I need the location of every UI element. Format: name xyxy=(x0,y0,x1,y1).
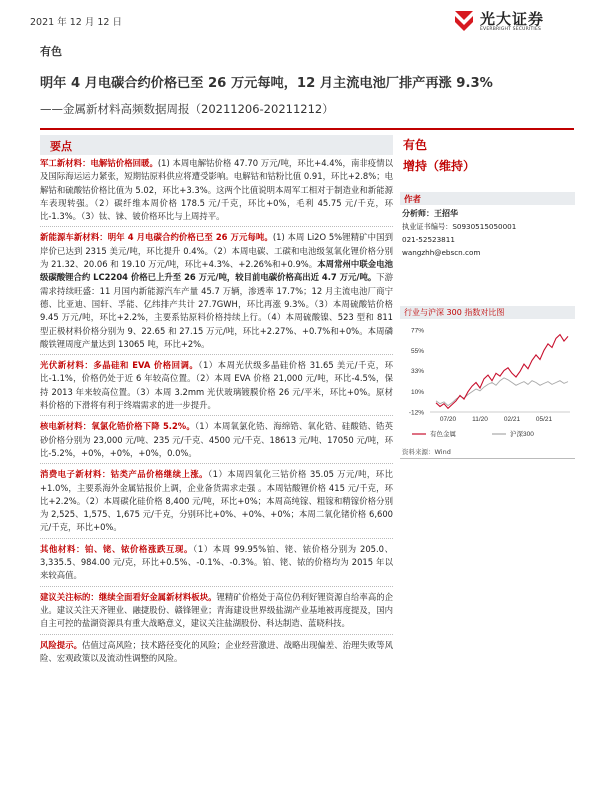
key-point-text: 下游需求持续旺盛：11 月国内新能源汽车产量 45.7 万辆，渗透率 17.7%；12 月主流电池厂商宁德、比亚迪、国轩、孚能、亿纬排产共计 27.7GWH，环比再涨 9.3%。（3）本周硫酸钴价格 9.45 万元/吨，环比+2.2%，主要系钴原料价格持续上行。（4）本周硫酸镍、523 型和 811 型正极材料价格分别为 9、22.65 和 27.15 万元/吨，环比+2.27%、+0.7%和+0%。本周磷酸铁锂周度产量达到 13065 吨，环比+2%。 xyxy=(40,272,393,349)
series-line-nonferrous xyxy=(436,335,568,409)
key-points-header xyxy=(40,135,393,155)
x-tick-label: 11/20 xyxy=(472,416,488,423)
key-point-text: (1) 本周 Li2O 5%锂精矿中国到岸价已达到 2315 美元/吨，环比提升 0.4%。（2）本周电碳、工碳和电池级氢氧化锂价格分别为 21.32、20.06 和 19.10 万元/吨，环比+4.3%、+2.26%和+0.9%。 xyxy=(40,232,393,270)
key-point-text: 估值过高风险；技术路径变化的风险；企业经营激进、战略出现偏差、治理失败等风险、宏观政策以及流动性调整的风险。 xyxy=(40,639,394,663)
y-tick-label: 33% xyxy=(410,368,424,376)
key-point-paragraph xyxy=(40,420,393,460)
sidebar-divider xyxy=(400,458,575,459)
logo-icon xyxy=(453,8,475,34)
key-point-text: 本周常州中联金电池级碳酸锂合约 LC2204 价格已上升至 26 万元/吨，较目前电碳价格高出近 4.7 万元/吨。 xyxy=(40,259,394,283)
key-point-paragraph xyxy=(40,543,393,583)
key-point-heading: 其他材料：铂、铑、铱价格涨跌互现。 xyxy=(40,543,194,554)
paragraph-divider xyxy=(40,226,393,228)
logo-text-cn: 光大证券 xyxy=(480,10,545,28)
key-point-heading: 新能源车新材料：明年 4 月电碳合约价格已至 26 万元每吨。 xyxy=(40,232,273,243)
x-tick-label: 05/21 xyxy=(535,416,553,423)
key-point-heading: 光伏新材料：多晶硅和 EVA 价格回调。 xyxy=(40,360,199,371)
chart-header xyxy=(400,306,575,319)
header-divider xyxy=(40,128,574,130)
key-point-paragraph xyxy=(40,468,393,534)
key-point-paragraph xyxy=(40,591,393,631)
y-tick-label: -12% xyxy=(408,409,424,417)
industry-label: 有色 xyxy=(40,45,62,58)
rating-badge: 增持（维持） xyxy=(403,159,476,173)
author-header xyxy=(400,192,575,205)
key-point-paragraph xyxy=(40,231,393,351)
key-points-body xyxy=(40,157,393,665)
key-point-paragraph xyxy=(40,157,393,223)
key-point-text: (1) 本周电解钴价格 47.70 万元/吨，环比+4.4%，南非疫情以及国际海运运力紧张，短期钴原料供应将遭受影响。电解钴和钴粉比值 0.91，环比+2.8%；电解钴和硫酸钴价格比值为 5.02，环比+3.3%。这两个比值说明本周军工相对于制造业和新能源车表现转强。（2）碳纤维本周价格 178.5 元/千克，环比+0%，毛利 45.75 元/千克，环比-1.3%。（3）钛、铼、铍价格环比与上周持平。 xyxy=(40,158,393,222)
y-tick-label: 55% xyxy=(410,347,424,355)
report-date: 2021 年 12 月 12 日 xyxy=(30,17,122,28)
paragraph-divider xyxy=(40,634,393,636)
analyst-name: 分析师：王招华 xyxy=(402,209,458,218)
key-point-text: 锂精矿价格处于高位仍利好锂资源自给率高的企业。建议关注天齐锂业、融捷股份、赣锋锂业；青海建设世界级盐湖产业基地被再度提及，国内自主可控的盐湖资源具有重大战略意义，建议关注盐湖股份、科达制造、蓝晓科技。 xyxy=(40,591,393,629)
author-label: 作者 xyxy=(404,195,422,205)
paragraph-divider xyxy=(40,586,393,588)
key-point-text: （1）本周四氧化三钴价格 35.05 万元/吨，环比+1.0%，主要系海外金属钴报价上调，企业备货需求走强 。本周钴酸锂价格 415 元/千克，环比+2.2%。（2）本周碳化硅价格 8,400 元/吨，环比+0%；本周高纯镓、粗镓和精镓价格分别为 2,525、1,575、1,675 元/千克，分别环比+0%、+0%、+0%；本周二氧化锗价格 6,600 元/千克，环比+0%。 xyxy=(40,469,393,533)
paragraph-divider xyxy=(40,463,393,465)
logo-text-en: EVERBRIGHT SECURITIES xyxy=(480,27,542,32)
legend-label: 沪深300 xyxy=(510,431,534,438)
key-point-heading: 军工新材料：电解钴价格回暖。 xyxy=(40,158,158,168)
chart-source: 资料来源：Wind xyxy=(402,448,451,456)
key-point-text: （1）本周氧氯化锆、海绵锆、氧化锆、硅酸锆、锆英砂价格分别为 23,000 元/吨、235 元/千克、4500 元/千克、18613 元/吨、17050 元/吨，环比-5.2%，+0%，+0%，+0%，0.0%。 xyxy=(40,421,393,458)
key-point-heading: 风险提示。 xyxy=(40,639,83,650)
paragraph-divider xyxy=(40,538,393,540)
key-point-text: （1）本周光伏级多晶硅价格 31.65 美元/千克，环比-1.1%，价格仍处于近 6 年较高位置。（2）本周 EVA 价格 21,000 元/吨，环比-4.5%，保持 2013 年来较高位置。（3）本周 3.2mm 光伏玻璃镀膜价格 26 元/平米，环比+0%。原材料价格的下滑将有利于终端需求的进一步提升。 xyxy=(40,360,393,411)
x-tick-label: 07/20 xyxy=(439,416,457,423)
phone-number: 021-52523811 xyxy=(402,235,455,244)
paragraph-divider xyxy=(40,354,393,356)
key-point-paragraph xyxy=(40,639,393,666)
y-tick-label: 77% xyxy=(410,327,424,335)
everbright-logo xyxy=(453,6,571,36)
y-tick-label: 10% xyxy=(410,389,424,397)
sidebar-industry: 有色 xyxy=(403,138,428,152)
key-point-heading: 建议关注标的：继续全面看好金属新材料板块。 xyxy=(40,591,217,602)
paragraph-divider xyxy=(40,415,393,417)
key-points-label: 要点 xyxy=(50,140,72,153)
key-point-heading: 消费电子新材料：钴类产品价格继续上涨。 xyxy=(40,469,209,480)
report-subtitle: ——金属新材料高频数据周报（20211206-20211212） xyxy=(40,102,334,116)
legend-label: 有色金属 xyxy=(430,431,456,438)
report-title: 明年 4 月电碳合约价格已至 26 万元每吨，12 月主流电池厂排产再涨 9.3% xyxy=(40,76,493,91)
x-tick-label: 02/21 xyxy=(503,416,521,423)
key-point-paragraph xyxy=(40,359,393,412)
email-link[interactable]: wangzhh@ebscn.com xyxy=(402,248,481,257)
license-number: 执业证书编号：S0930515050001 xyxy=(402,222,517,231)
chart-title: 行业与沪深 300 指数对比图 xyxy=(404,308,505,317)
key-point-text: （1）本周 99.95%铂、铑、铱价格分别为 205.0、3,335.5、984.00 元/克，环比+0.5%、-0.1%、-0.3%。铂、铑、铱的价格均为 2015 年以来较高值。 xyxy=(40,543,393,581)
key-point-heading: 核电新材料：氧氯化锆价格下降 5.2%。 xyxy=(40,421,195,432)
index-comparison-chart xyxy=(400,326,575,446)
